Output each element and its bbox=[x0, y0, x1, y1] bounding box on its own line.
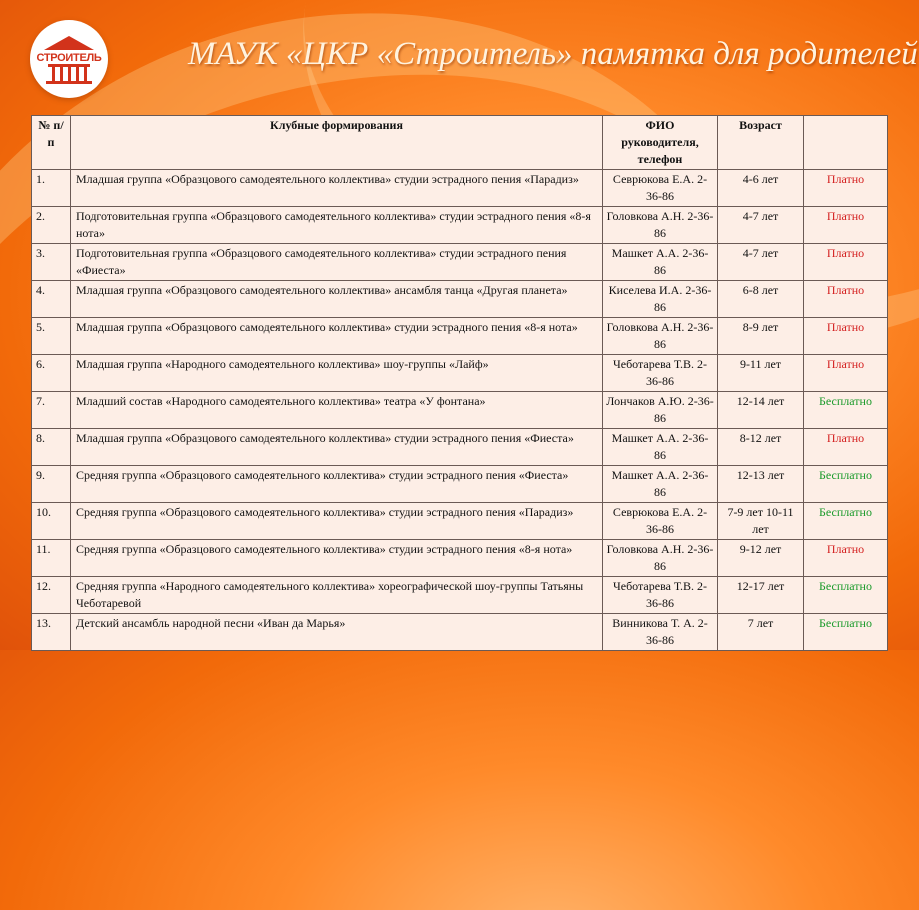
logo bbox=[30, 20, 108, 98]
club-age: 12-13 лет bbox=[718, 466, 804, 503]
table-row bbox=[32, 466, 888, 503]
club-leader: Головкова А.Н. 2-36-86 bbox=[603, 207, 718, 244]
club-fee: Платно bbox=[804, 318, 888, 355]
club-fee: Платно bbox=[804, 540, 888, 577]
club-fee: Бесплатно bbox=[804, 503, 888, 540]
club-leader: Чеботарева Т.В. 2-36-86 bbox=[603, 355, 718, 392]
row-number: 7. bbox=[32, 392, 71, 429]
row-number: 2. bbox=[32, 207, 71, 244]
club-name: Младшая группа «Образцового самодеятельного коллектива» ансамбля танца «Другая планета» bbox=[71, 281, 603, 318]
club-fee: Платно bbox=[804, 244, 888, 281]
table-row bbox=[32, 207, 888, 244]
club-name: Средняя группа «Образцового самодеятельного коллектива» студии эстрадного пения «Фиеста» bbox=[71, 466, 603, 503]
club-age: 4-7 лет bbox=[718, 244, 804, 281]
club-age: 8-12 лет bbox=[718, 429, 804, 466]
row-number: 11. bbox=[32, 540, 71, 577]
table-row bbox=[32, 577, 888, 614]
club-fee: Платно bbox=[804, 281, 888, 318]
table-row bbox=[32, 355, 888, 392]
club-age: 7-9 лет 10-11 лет bbox=[718, 503, 804, 540]
club-leader: Севрюкова Е.А. 2-36-86 bbox=[603, 503, 718, 540]
row-number: 1. bbox=[32, 170, 71, 207]
club-name: Подготовительная группа «Образцового самодеятельного коллектива» студии эстрадного пения «Фиеста» bbox=[71, 244, 603, 281]
club-age: 9-12 лет bbox=[718, 540, 804, 577]
column-header-fee bbox=[804, 116, 888, 170]
club-leader: Киселева И.А. 2-36-86 bbox=[603, 281, 718, 318]
table-row bbox=[32, 170, 888, 207]
page-title: МАУК «ЦКР «Строитель» памятка для родителей bbox=[188, 36, 918, 72]
club-leader: Винникова Т. А. 2-36-86 bbox=[603, 614, 718, 651]
club-age: 7 лет bbox=[718, 614, 804, 651]
club-fee: Бесплатно bbox=[804, 614, 888, 651]
row-number: 9. bbox=[32, 466, 71, 503]
row-number: 8. bbox=[32, 429, 71, 466]
club-leader: Чеботарева Т.В. 2-36-86 bbox=[603, 577, 718, 614]
table-row bbox=[32, 429, 888, 466]
club-fee: Платно bbox=[804, 429, 888, 466]
club-name: Подготовительная группа «Образцового самодеятельного коллектива» студии эстрадного пения «8-я нота» bbox=[71, 207, 603, 244]
club-age: 12-17 лет bbox=[718, 577, 804, 614]
club-fee: Бесплатно bbox=[804, 392, 888, 429]
club-age: 4-7 лет bbox=[718, 207, 804, 244]
logo-text: СТРОИТЕЛЬ bbox=[36, 52, 102, 64]
club-fee: Бесплатно bbox=[804, 466, 888, 503]
column-header-head: ФИО руководителя, телефон bbox=[603, 116, 718, 170]
club-age: 9-11 лет bbox=[718, 355, 804, 392]
table-row bbox=[32, 318, 888, 355]
club-leader: Машкет А.А. 2-36-86 bbox=[603, 429, 718, 466]
table-header-row bbox=[32, 116, 888, 170]
table-row bbox=[32, 614, 888, 651]
table-row bbox=[32, 540, 888, 577]
club-name: Средняя группа «Народного самодеятельного коллектива» хореографической шоу-группы Татьяны Чеботаревой bbox=[71, 577, 603, 614]
club-leader: Головкова А.Н. 2-36-86 bbox=[603, 540, 718, 577]
column-header-age: Возраст bbox=[718, 116, 804, 170]
table-row bbox=[32, 503, 888, 540]
club-fee: Бесплатно bbox=[804, 577, 888, 614]
club-fee: Платно bbox=[804, 170, 888, 207]
club-name: Средняя группа «Образцового самодеятельного коллектива» студии эстрадного пения «Парадиз» bbox=[71, 503, 603, 540]
club-age: 12-14 лет bbox=[718, 392, 804, 429]
club-name: Младший состав «Народного самодеятельного коллектива» театра «У фонтана» bbox=[71, 392, 603, 429]
table-row bbox=[32, 281, 888, 318]
row-number: 6. bbox=[32, 355, 71, 392]
row-number: 5. bbox=[32, 318, 71, 355]
table-row bbox=[32, 392, 888, 429]
club-fee: Платно bbox=[804, 355, 888, 392]
club-name: Средняя группа «Образцового самодеятельного коллектива» студии эстрадного пения «8-я нота» bbox=[71, 540, 603, 577]
club-age: 6-8 лет bbox=[718, 281, 804, 318]
club-name: Младшая группа «Образцового самодеятельного коллектива» студии эстрадного пения «8-я нота» bbox=[71, 318, 603, 355]
row-number: 3. bbox=[32, 244, 71, 281]
row-number: 12. bbox=[32, 577, 71, 614]
club-fee: Платно bbox=[804, 207, 888, 244]
clubs-table bbox=[31, 115, 888, 651]
club-name: Младшая группа «Народного самодеятельного коллектива» шоу-группы «Лайф» bbox=[71, 355, 603, 392]
club-age: 8-9 лет bbox=[718, 318, 804, 355]
row-number: 13. bbox=[32, 614, 71, 651]
column-header-num: № п/п bbox=[32, 116, 71, 170]
club-leader: Севрюкова Е.А. 2-36-86 bbox=[603, 170, 718, 207]
club-age: 4-6 лет bbox=[718, 170, 804, 207]
club-name: Детский ансамбль народной песни «Иван да Марья» bbox=[71, 614, 603, 651]
club-name: Младшая группа «Образцового самодеятельного коллектива» студии эстрадного пения «Фиеста» bbox=[71, 429, 603, 466]
club-leader: Машкет А.А. 2-36-86 bbox=[603, 244, 718, 281]
club-leader: Лончаков А.Ю. 2-36-86 bbox=[603, 392, 718, 429]
row-number: 4. bbox=[32, 281, 71, 318]
club-leader: Машкет А.А. 2-36-86 bbox=[603, 466, 718, 503]
table-row bbox=[32, 244, 888, 281]
club-name: Младшая группа «Образцового самодеятельного коллектива» студии эстрадного пения «Парадиз» bbox=[71, 170, 603, 207]
column-header-name: Клубные формирования bbox=[71, 116, 603, 170]
club-leader: Головкова А.Н. 2-36-86 bbox=[603, 318, 718, 355]
row-number: 10. bbox=[32, 503, 71, 540]
